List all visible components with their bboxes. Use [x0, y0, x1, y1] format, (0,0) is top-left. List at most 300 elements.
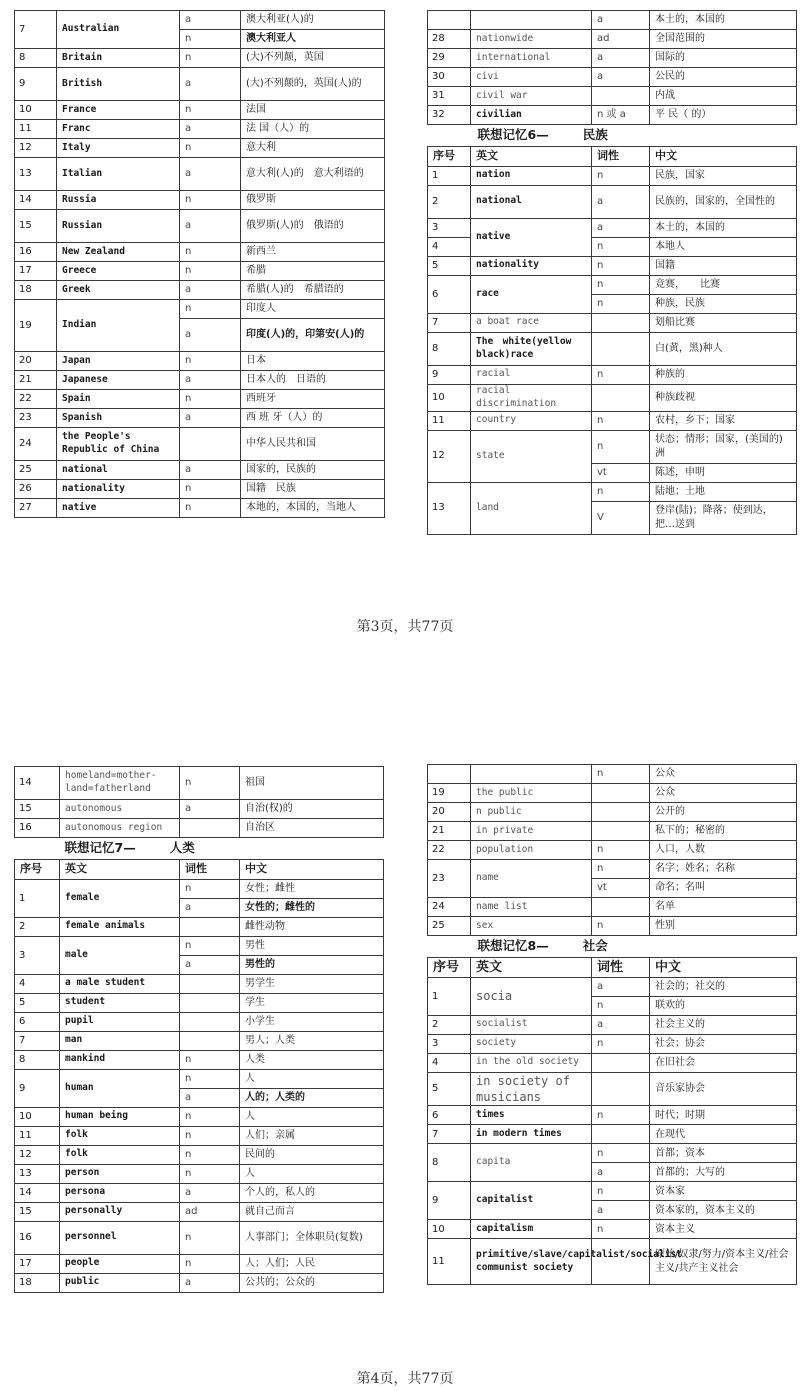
row-pos: a — [180, 68, 241, 101]
table-row — [15, 1254, 384, 1273]
row-english: in society of musicians — [471, 1072, 592, 1105]
row-number: 18 — [15, 1273, 60, 1292]
table-row — [15, 352, 385, 371]
row-chinese: 雌性动物 — [240, 917, 384, 936]
table-row — [428, 11, 797, 30]
table-row — [15, 499, 385, 518]
row-pos — [592, 803, 650, 822]
table-row — [15, 1202, 384, 1221]
row-english: international — [471, 49, 592, 68]
row-english: nationality — [471, 256, 592, 275]
table-row — [428, 166, 797, 185]
row-chinese: 日本人的 日语的 — [241, 371, 385, 390]
row-english: native — [471, 218, 592, 256]
row-number: 11 — [15, 1126, 60, 1145]
table-row — [15, 1164, 384, 1183]
row-pos: a — [592, 185, 650, 218]
row-pos: n — [180, 30, 241, 49]
row-pos — [180, 993, 240, 1012]
row-chinese: 男学生 — [240, 974, 384, 993]
row-number: 11 — [428, 411, 471, 430]
row-pos: n — [592, 996, 650, 1015]
page2-left-table — [14, 766, 384, 1293]
row-chinese: 人 — [240, 1107, 384, 1126]
row-pos: n — [592, 1034, 650, 1053]
section6-title: 联想记忆6— — [477, 127, 549, 142]
row-number: 7 — [15, 11, 57, 49]
row-chinese: 法 国（人）的 — [241, 120, 385, 139]
row-chinese: 澳大利亚(人)的 — [241, 11, 385, 30]
table-row — [15, 974, 384, 993]
row-chinese: 人类 — [240, 1050, 384, 1069]
row-pos: n — [180, 300, 241, 319]
row-number: 22 — [428, 841, 471, 860]
row-number — [428, 765, 471, 784]
row-pos: n — [592, 860, 650, 879]
header-pos: 词性 — [592, 957, 650, 977]
row-pos: n — [592, 482, 650, 501]
table-row — [428, 256, 797, 275]
row-chinese: 希腊 — [241, 262, 385, 281]
row-number: 27 — [15, 499, 57, 518]
table-row — [428, 1239, 797, 1285]
row-pos: n — [180, 499, 241, 518]
row-pos: n — [180, 480, 241, 499]
row-number: 11 — [15, 120, 57, 139]
row-pos: a — [180, 800, 240, 819]
row-pos: n — [180, 1107, 240, 1126]
row-number: 1 — [428, 977, 471, 1015]
row-english: pupil — [60, 1012, 180, 1031]
row-english: country — [471, 411, 592, 430]
row-pos: ad — [592, 30, 650, 49]
table-row — [15, 800, 384, 819]
row-number: 7 — [428, 1125, 471, 1144]
row-pos: a — [180, 409, 241, 428]
row-chinese: 人的；人类的 — [240, 1088, 384, 1107]
row-pos: a — [180, 1088, 240, 1107]
row-number: 19 — [428, 784, 471, 803]
row-pos: a — [592, 218, 650, 237]
table-row — [428, 803, 797, 822]
row-english: autonomous region — [60, 819, 180, 838]
row-number: 13 — [15, 1164, 60, 1183]
row-number: 9 — [428, 1182, 471, 1220]
row-chinese: 名字；姓名；名称 — [650, 860, 797, 879]
row-english: nationwide — [471, 30, 592, 49]
table-row — [15, 120, 385, 139]
page1-right-top-body — [428, 11, 797, 125]
row-english: Russian — [57, 210, 180, 243]
row-pos: n — [592, 1220, 650, 1239]
row-pos — [592, 384, 650, 411]
table-row — [15, 1050, 384, 1069]
row-english: Italian — [57, 158, 180, 191]
header-en: 英文 — [60, 859, 180, 879]
row-chinese: 种族，民族 — [650, 294, 797, 313]
row-english: name list — [471, 898, 592, 917]
row-pos: ad — [180, 1202, 240, 1221]
row-english: British — [57, 68, 180, 101]
table-row — [15, 210, 385, 243]
row-chinese: (大)不列颠的，英国(人)的 — [241, 68, 385, 101]
row-number: 30 — [428, 68, 471, 87]
table-row — [428, 917, 797, 936]
row-chinese: 内战 — [650, 87, 797, 106]
table-row — [428, 1144, 797, 1163]
table-row — [15, 461, 385, 480]
table-row — [428, 1072, 797, 1105]
row-english: Spain — [57, 390, 180, 409]
row-pos: n — [180, 390, 241, 409]
row-english: racial discrimination — [471, 384, 592, 411]
row-english: folk — [60, 1145, 180, 1164]
row-pos — [592, 1072, 650, 1105]
row-pos: n — [180, 1254, 240, 1273]
row-pos: n — [592, 411, 650, 430]
row-chinese: 命名；名叫 — [650, 879, 797, 898]
row-number: 3 — [15, 936, 60, 974]
table-row — [428, 482, 797, 501]
section7-topic: 人类 — [169, 840, 195, 855]
row-number: 4 — [428, 1053, 471, 1072]
row-number: 8 — [428, 332, 471, 365]
row-english: racial — [471, 365, 592, 384]
row-chinese: 本地人 — [650, 237, 797, 256]
row-number: 3 — [428, 1034, 471, 1053]
row-chinese: 学生 — [240, 993, 384, 1012]
row-pos — [592, 1239, 650, 1285]
row-number: 29 — [428, 49, 471, 68]
row-pos — [180, 1031, 240, 1050]
row-chinese: 意大利 — [241, 139, 385, 158]
row-english: in modern times — [471, 1125, 592, 1144]
table-row — [15, 11, 385, 30]
row-english: people — [60, 1254, 180, 1273]
row-pos: a — [180, 210, 241, 243]
row-pos: n — [592, 1182, 650, 1201]
row-number: 15 — [15, 210, 57, 243]
row-number: 24 — [15, 428, 57, 461]
row-chinese: 就自己而言 — [240, 1202, 384, 1221]
row-english: capita — [471, 1144, 592, 1182]
table-row — [15, 1221, 384, 1254]
row-number: 16 — [15, 819, 60, 838]
row-english: human — [60, 1069, 180, 1107]
row-number: 31 — [428, 87, 471, 106]
header-en: 英文 — [471, 957, 592, 977]
row-number: 8 — [15, 49, 57, 68]
row-chinese: 白(黄，黑)种人 — [650, 332, 797, 365]
row-number: 16 — [15, 1221, 60, 1254]
row-number: 6 — [15, 1012, 60, 1031]
row-pos: n — [180, 1050, 240, 1069]
row-pos: n 或 a — [592, 106, 650, 125]
row-english: population — [471, 841, 592, 860]
row-number: 9 — [428, 365, 471, 384]
row-pos — [180, 917, 240, 936]
row-english: female animals — [60, 917, 180, 936]
row-pos: a — [592, 1015, 650, 1034]
row-chinese: 国籍 — [650, 256, 797, 275]
row-chinese: 俄罗斯(人)的 俄语的 — [241, 210, 385, 243]
row-pos: vt — [592, 879, 650, 898]
row-chinese: 人事部门；全体职员(复数) — [240, 1221, 384, 1254]
row-number: 18 — [15, 281, 57, 300]
row-pos: n — [592, 294, 650, 313]
row-number: 10 — [428, 1220, 471, 1239]
row-chinese: 法国 — [241, 101, 385, 120]
row-pos: n — [180, 1164, 240, 1183]
row-pos: n — [592, 256, 650, 275]
row-english: human being — [60, 1107, 180, 1126]
row-chinese: 人 — [240, 1069, 384, 1088]
table-row — [15, 1031, 384, 1050]
header-num: 序号 — [15, 859, 60, 879]
row-chinese: 澳大利亚人 — [241, 30, 385, 49]
row-english: man — [60, 1031, 180, 1050]
row-chinese: 音乐家协会 — [650, 1072, 797, 1105]
table-row — [428, 898, 797, 917]
row-number: 5 — [15, 993, 60, 1012]
row-pos: a — [592, 68, 650, 87]
row-chinese: 新西兰 — [241, 243, 385, 262]
table-row — [428, 218, 797, 237]
table-row — [15, 158, 385, 191]
row-chinese: 陈述，申明 — [650, 463, 797, 482]
row-pos: a — [180, 1273, 240, 1292]
row-pos: n — [592, 765, 650, 784]
row-pos: n — [592, 275, 650, 294]
table-row — [428, 822, 797, 841]
row-english: in private — [471, 822, 592, 841]
row-pos: a — [180, 461, 241, 480]
row-english: homeland=mother-land=fatherland — [60, 767, 180, 800]
row-chinese: 本土的，本国的 — [650, 218, 797, 237]
row-pos: n — [180, 352, 241, 371]
row-chinese: 男人；人类 — [240, 1031, 384, 1050]
table-row — [15, 1273, 384, 1292]
table-row — [428, 1125, 797, 1144]
row-number: 14 — [15, 1183, 60, 1202]
row-number: 25 — [428, 917, 471, 936]
table-row — [428, 185, 797, 218]
row-chinese: 资本家的，资本主义的 — [650, 1201, 797, 1220]
table-row — [15, 1069, 384, 1088]
section6-topic: 民族 — [582, 127, 608, 142]
row-number: 23 — [428, 860, 471, 898]
row-chinese: 女性的；雌性的 — [240, 898, 384, 917]
row-chinese: 划船比赛 — [650, 313, 797, 332]
row-pos: n — [592, 365, 650, 384]
table-row — [15, 191, 385, 210]
row-english: race — [471, 275, 592, 313]
row-english: Indian — [57, 300, 180, 352]
page1-right-body — [428, 166, 797, 534]
row-number: 25 — [15, 461, 57, 480]
row-chinese: 首都的；大写的 — [650, 1163, 797, 1182]
header-num: 序号 — [428, 957, 471, 977]
row-number: 23 — [15, 409, 57, 428]
row-pos — [592, 313, 650, 332]
row-chinese: 在旧社会 — [650, 1053, 797, 1072]
row-number: 3 — [428, 218, 471, 237]
table-row — [15, 409, 385, 428]
row-pos — [592, 1125, 650, 1144]
row-chinese: 竞赛， 比赛 — [650, 275, 797, 294]
row-number: 20 — [15, 352, 57, 371]
row-english: national — [57, 461, 180, 480]
row-english: New Zealand — [57, 243, 180, 262]
row-chinese: 西 班 牙（人）的 — [241, 409, 385, 428]
row-english: Spanish — [57, 409, 180, 428]
header-cn: 中文 — [650, 146, 797, 166]
row-number: 12 — [428, 430, 471, 482]
row-chinese: 自治区 — [240, 819, 384, 838]
row-english: capitalist — [471, 1182, 592, 1220]
row-pos — [180, 428, 241, 461]
row-chinese: 人；人们；人民 — [240, 1254, 384, 1273]
row-number: 28 — [428, 30, 471, 49]
row-english — [471, 765, 592, 784]
table-row — [428, 860, 797, 879]
page2-right-top-body — [428, 765, 797, 936]
row-number: 1 — [15, 879, 60, 917]
row-number: 2 — [428, 1015, 471, 1034]
row-chinese: 时代；时期 — [650, 1106, 797, 1125]
row-number: 6 — [428, 275, 471, 313]
row-english: mankind — [60, 1050, 180, 1069]
row-english: Russia — [57, 191, 180, 210]
row-chinese: (大)不列颠，英国 — [241, 49, 385, 68]
table-row — [428, 49, 797, 68]
row-number: 32 — [428, 106, 471, 125]
row-number: 21 — [15, 371, 57, 390]
table-row — [15, 936, 384, 955]
row-chinese: 资本家 — [650, 1182, 797, 1201]
page2-left-top-body — [15, 767, 384, 838]
row-english: personally — [60, 1202, 180, 1221]
row-chinese: 联欢的 — [650, 996, 797, 1015]
row-english: male — [60, 936, 180, 974]
row-number: 4 — [15, 974, 60, 993]
row-chinese: 人们；亲属 — [240, 1126, 384, 1145]
row-chinese: 原始/奴隶/努力/资本主义/社会主义/共产主义社会 — [650, 1239, 797, 1285]
row-english: national — [471, 185, 592, 218]
row-pos — [180, 974, 240, 993]
row-chinese: 国籍 民族 — [241, 480, 385, 499]
page-footer-3: 第3页，共77页 — [356, 619, 454, 635]
table-row — [15, 49, 385, 68]
header-num: 序号 — [428, 146, 471, 166]
row-number: 15 — [15, 800, 60, 819]
row-number: 8 — [428, 1144, 471, 1182]
row-number: 26 — [15, 480, 57, 499]
header-en: 英文 — [471, 146, 592, 166]
row-pos: n — [180, 1221, 240, 1254]
page2-right-table — [427, 764, 797, 1285]
row-chinese: 小学生 — [240, 1012, 384, 1031]
row-number — [428, 11, 471, 30]
header-cn: 中文 — [240, 859, 384, 879]
row-pos — [592, 898, 650, 917]
row-chinese: 公共的；公众的 — [240, 1273, 384, 1292]
table-row — [428, 784, 797, 803]
row-pos — [592, 784, 650, 803]
row-chinese: 意大利(人)的 意大利语的 — [241, 158, 385, 191]
table-row — [428, 1182, 797, 1201]
section8-title: 联想记忆8— — [477, 938, 549, 953]
row-pos — [592, 87, 650, 106]
row-chinese: 陆地；土地 — [650, 482, 797, 501]
row-pos — [180, 819, 240, 838]
row-english: capitalism — [471, 1220, 592, 1239]
row-chinese: 性别 — [650, 917, 797, 936]
row-pos: a — [180, 955, 240, 974]
table-row — [428, 332, 797, 365]
table-row — [428, 977, 797, 996]
row-english: native — [57, 499, 180, 518]
table-row — [428, 1106, 797, 1125]
row-chinese: 祖国 — [240, 767, 384, 800]
row-chinese: 男性 — [240, 936, 384, 955]
row-chinese: 国家的，民族的 — [241, 461, 385, 480]
row-chinese: 登岸(陆)；降落；使到达，把…送到 — [650, 501, 797, 534]
row-number: 21 — [428, 822, 471, 841]
row-chinese: 全国范围的 — [650, 30, 797, 49]
row-chinese: 私下的；秘密的 — [650, 822, 797, 841]
table-row — [15, 428, 385, 461]
row-number: 17 — [15, 1254, 60, 1273]
row-english: Japan — [57, 352, 180, 371]
row-chinese: 农村，乡下；国家 — [650, 411, 797, 430]
row-number: 5 — [428, 256, 471, 275]
row-pos: n — [592, 1106, 650, 1125]
row-chinese: 日本 — [241, 352, 385, 371]
header-cn: 中文 — [650, 957, 797, 977]
row-english: socialist — [471, 1015, 592, 1034]
row-number: 2 — [15, 917, 60, 936]
row-number: 6 — [428, 1106, 471, 1125]
row-pos: n — [592, 1144, 650, 1163]
row-chinese: 人 — [240, 1164, 384, 1183]
row-english: person — [60, 1164, 180, 1183]
row-number: 14 — [15, 767, 60, 800]
row-pos: n — [180, 49, 241, 68]
row-number: 15 — [15, 1202, 60, 1221]
table-row — [15, 917, 384, 936]
row-chinese: 本土的，本国的 — [650, 11, 797, 30]
row-chinese: 首都；资本 — [650, 1144, 797, 1163]
row-number: 13 — [428, 482, 471, 534]
row-english: civil war — [471, 87, 592, 106]
table-row — [15, 480, 385, 499]
row-chinese: 平 民（ 的） — [650, 106, 797, 125]
table-row — [15, 879, 384, 898]
table-row — [15, 262, 385, 281]
row-number: 7 — [428, 313, 471, 332]
row-pos — [180, 1012, 240, 1031]
row-number: 10 — [15, 1107, 60, 1126]
row-number: 20 — [428, 803, 471, 822]
row-chinese: 社会；协会 — [650, 1034, 797, 1053]
row-english: Greek — [57, 281, 180, 300]
row-chinese: 国际的 — [650, 49, 797, 68]
table-row — [428, 411, 797, 430]
header-pos: 词性 — [180, 859, 240, 879]
row-pos: n — [592, 430, 650, 463]
row-number: 24 — [428, 898, 471, 917]
